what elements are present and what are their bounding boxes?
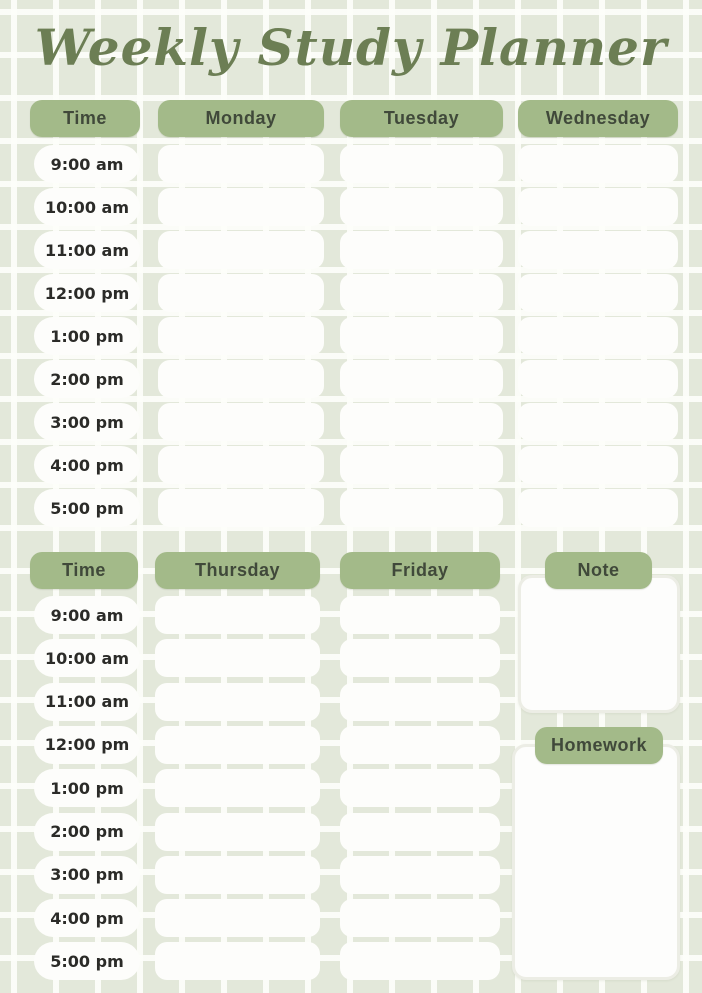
wednesday-cell[interactable] [518, 188, 678, 226]
wednesday-cell[interactable] [518, 489, 678, 527]
friday-cell[interactable] [340, 942, 500, 980]
monday-cell[interactable] [158, 231, 324, 269]
tuesday-cell[interactable] [340, 188, 503, 226]
tuesday-cell[interactable] [340, 231, 503, 269]
thursday-cell[interactable] [155, 726, 320, 764]
monday-cell[interactable] [158, 489, 324, 527]
thursday-cell[interactable] [155, 596, 320, 634]
time-label: 5:00 pm [34, 942, 140, 980]
time-label: 11:00 am [34, 231, 140, 269]
schedule-grid-top [0, 145, 702, 533]
thursday-cell[interactable] [155, 813, 320, 851]
friday-cell[interactable] [340, 596, 500, 634]
header-wednesday: Wednesday [518, 100, 678, 137]
tuesday-cell[interactable] [340, 274, 503, 312]
planner-row [0, 317, 702, 355]
time-label: 12:00 pm [34, 726, 140, 764]
time-label: 12:00 pm [34, 274, 140, 312]
tuesday-cell[interactable] [340, 317, 503, 355]
monday-cell[interactable] [158, 360, 324, 398]
monday-cell[interactable] [158, 403, 324, 441]
tuesday-cell[interactable] [340, 145, 503, 183]
wednesday-cell[interactable] [518, 231, 678, 269]
wednesday-cell[interactable] [518, 403, 678, 441]
time-label: 10:00 am [34, 188, 140, 226]
wednesday-cell[interactable] [518, 317, 678, 355]
planner-row [0, 274, 702, 312]
tuesday-cell[interactable] [340, 446, 503, 484]
time-label: 2:00 pm [34, 360, 140, 398]
monday-cell[interactable] [158, 274, 324, 312]
wednesday-cell[interactable] [518, 274, 678, 312]
friday-cell[interactable] [340, 899, 500, 937]
planner-row [0, 145, 702, 183]
friday-cell[interactable] [340, 856, 500, 894]
friday-cell[interactable] [340, 639, 500, 677]
homework-box[interactable] [512, 744, 680, 980]
friday-cell[interactable] [340, 726, 500, 764]
header-time-bottom: Time [30, 552, 138, 589]
page-title: Weekly Study Planner [34, 18, 668, 77]
planner-row [0, 360, 702, 398]
planner-row [0, 446, 702, 484]
time-label: 4:00 pm [34, 899, 140, 937]
thursday-cell[interactable] [155, 942, 320, 980]
thursday-cell[interactable] [155, 683, 320, 721]
time-label: 1:00 pm [34, 317, 140, 355]
tuesday-cell[interactable] [340, 489, 503, 527]
planner-row [0, 403, 702, 441]
monday-cell[interactable] [158, 317, 324, 355]
friday-cell[interactable] [340, 769, 500, 807]
thursday-cell[interactable] [155, 856, 320, 894]
note-box[interactable] [518, 575, 680, 713]
monday-cell[interactable] [158, 446, 324, 484]
time-label: 10:00 am [34, 639, 140, 677]
wednesday-cell[interactable] [518, 145, 678, 183]
thursday-cell[interactable] [155, 899, 320, 937]
time-label: 9:00 am [34, 145, 140, 183]
note-header: Note [545, 552, 652, 589]
time-label: 4:00 pm [34, 446, 140, 484]
wednesday-cell[interactable] [518, 446, 678, 484]
header-tuesday: Tuesday [340, 100, 503, 137]
time-label: 5:00 pm [34, 489, 140, 527]
planner-row [0, 188, 702, 226]
time-label: 3:00 pm [34, 856, 140, 894]
header-thursday: Thursday [155, 552, 320, 589]
time-label: 3:00 pm [34, 403, 140, 441]
tuesday-cell[interactable] [340, 360, 503, 398]
monday-cell[interactable] [158, 145, 324, 183]
thursday-cell[interactable] [155, 769, 320, 807]
wednesday-cell[interactable] [518, 360, 678, 398]
friday-cell[interactable] [340, 683, 500, 721]
time-label: 1:00 pm [34, 769, 140, 807]
monday-cell[interactable] [158, 188, 324, 226]
header-time-top: Time [30, 100, 140, 137]
time-label: 9:00 am [34, 596, 140, 634]
homework-header: Homework [535, 727, 663, 764]
planner-row [0, 489, 702, 527]
thursday-cell[interactable] [155, 639, 320, 677]
header-friday: Friday [340, 552, 500, 589]
tuesday-cell[interactable] [340, 403, 503, 441]
friday-cell[interactable] [340, 813, 500, 851]
time-label: 2:00 pm [34, 813, 140, 851]
header-monday: Monday [158, 100, 324, 137]
time-label: 11:00 am [34, 683, 140, 721]
planner-row [0, 231, 702, 269]
